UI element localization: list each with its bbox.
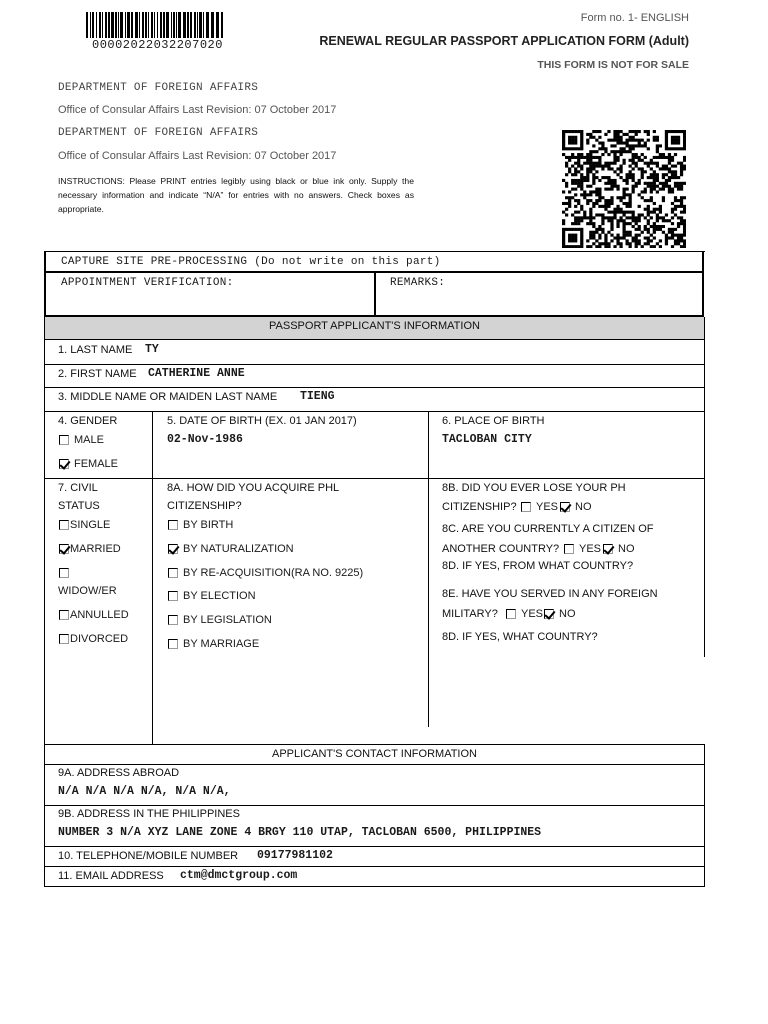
citizenship-acquire-label: 8A. HOW DID YOU ACQUIRE PHL <box>167 482 340 494</box>
instructions: INSTRUCTIONS: Please PRINT entries legibly using black or blue ink only. Supply the necessary information and indicate “N/A” for entries with no answers. Check boxes as appropriate. <box>58 176 414 214</box>
not-for-sale-notice: THIS FORM IS NOT FOR SALE <box>537 59 689 71</box>
citizenship-acquire-label-2: CITIZENSHIP? <box>167 500 242 512</box>
pob-value[interactable]: TACLOBAN CITY <box>442 433 532 446</box>
email-label: 11. EMAIL ADDRESS <box>58 870 164 882</box>
appointment-verification-label: APPOINTMENT VERIFICATION: <box>61 277 234 289</box>
last-name-value[interactable]: TY <box>145 343 159 356</box>
capture-site-title: CAPTURE SITE PRE-PROCESSING (Do not write on this part) <box>61 256 441 268</box>
first-name-value[interactable]: CATHERINE ANNE <box>148 367 245 380</box>
q8d2-label: 8D. IF YES, WHAT COUNTRY? <box>442 631 598 643</box>
acquire-by-birth-label: BY BIRTH <box>183 519 234 531</box>
qr-code <box>562 130 686 248</box>
middle-name-label: 3. MIDDLE NAME OR MAIDEN LAST NAME <box>58 391 278 403</box>
acquire-by-election-label: BY ELECTION <box>183 590 256 602</box>
acquire-by-reacquisition-label: BY RE-ACQUISITION(RA NO. 9225) <box>183 567 364 579</box>
q8c-yes-checkbox[interactable] <box>564 544 574 554</box>
q8e-no-checkbox[interactable] <box>544 609 554 619</box>
form-number: Form no. 1- ENGLISH <box>580 12 689 24</box>
acquire-by-marriage-label: BY MARRIAGE <box>183 638 260 650</box>
civil-status-label-2: STATUS <box>58 500 100 512</box>
q8d-label: 8D. IF YES, FROM WHAT COUNTRY? <box>442 560 634 572</box>
barcode <box>86 12 224 38</box>
department-name: DEPARTMENT OF FOREIGN AFFAIRS <box>58 82 259 94</box>
acquire-by-reacquisition-checkbox[interactable] <box>168 568 178 578</box>
last-name-label: 1. LAST NAME <box>58 344 133 356</box>
civil-widower-label: WIDOW/ER <box>58 585 117 597</box>
applicant-section-title: PASSPORT APPLICANT'S INFORMATION <box>269 320 480 332</box>
address-abroad-value[interactable]: N/A N/A N/A N/A, N/A N/A, <box>58 785 231 798</box>
phone-value[interactable]: 09177981102 <box>257 849 333 862</box>
remarks-label: REMARKS: <box>390 277 446 289</box>
q8c-label-2: ANOTHER COUNTRY? <box>442 543 560 555</box>
civil-married-checkbox[interactable] <box>59 544 69 554</box>
barcode-number: 00002022032207020 <box>92 38 223 52</box>
contact-section-title: APPLICANT'S CONTACT INFORMATION <box>271 748 477 760</box>
first-name-label: 2. FIRST NAME <box>58 368 137 380</box>
q8b-no-checkbox[interactable] <box>560 502 570 512</box>
email-value[interactable]: ctm@dmctgroup.com <box>180 869 298 882</box>
q8b-no-label: NO <box>575 501 592 513</box>
civil-divorced-checkbox[interactable] <box>59 634 69 644</box>
q8c-no-checkbox[interactable] <box>603 544 613 554</box>
q8e-label: 8E. HAVE YOU SERVED IN ANY FOREIGN <box>442 588 658 600</box>
dob-value[interactable]: 02-Nov-1986 <box>167 433 243 446</box>
civil-single-checkbox[interactable] <box>59 520 69 530</box>
acquire-by-legislation-checkbox[interactable] <box>168 615 178 625</box>
gender-male-label: MALE <box>74 434 104 446</box>
office-revision: Office of Consular Affairs Last Revision: 07 October 2017 <box>58 104 337 116</box>
acquire-by-naturalization-label: BY NATURALIZATION <box>183 543 294 555</box>
pob-label: 6. PLACE OF BIRTH <box>442 415 545 427</box>
department-name: DEPARTMENT OF FOREIGN AFFAIRS <box>58 127 259 139</box>
office-revision: Office of Consular Affairs Last Revision: 07 October 2017 <box>58 150 337 162</box>
acquire-by-election-checkbox[interactable] <box>168 591 178 601</box>
gender-male-checkbox[interactable] <box>59 435 69 445</box>
form-title: RENEWAL REGULAR PASSPORT APPLICATION FORM (Adult) <box>319 34 689 48</box>
address-abroad-label: 9A. ADDRESS ABROAD <box>58 767 180 779</box>
q8b-label: 8B. DID YOU EVER LOSE YOUR PH <box>442 482 626 494</box>
acquire-by-legislation-label: BY LEGISLATION <box>183 614 272 626</box>
address-ph-label: 9B. ADDRESS IN THE PHILIPPINES <box>58 808 240 820</box>
middle-name-value[interactable]: TIENG <box>300 390 335 403</box>
acquire-by-naturalization-checkbox[interactable] <box>168 544 178 554</box>
address-ph-value[interactable]: NUMBER 3 N/A XYZ LANE ZONE 4 BRGY 110 UTAP, TACLOBAN 6500, PHILIPPINES <box>58 826 542 839</box>
civil-annulled-checkbox[interactable] <box>59 610 69 620</box>
q8e-no-label: NO <box>559 608 576 620</box>
phone-label: 10. TELEPHONE/MOBILE NUMBER <box>58 850 239 862</box>
acquire-by-marriage-checkbox[interactable] <box>168 639 178 649</box>
q8c-yes-label: YES <box>579 543 602 555</box>
q8c-no-label: NO <box>618 543 635 555</box>
civil-widower-checkbox[interactable] <box>59 568 69 578</box>
civil-divorced-label: DIVORCED <box>70 633 129 645</box>
q8c-label: 8C. ARE YOU CURRENTLY A CITIZEN OF <box>442 523 654 535</box>
q8e-yes-label: YES <box>521 608 544 620</box>
gender-label: 4. GENDER <box>58 415 118 427</box>
dob-label: 5. DATE OF BIRTH (EX. 01 JAN 2017) <box>167 415 357 427</box>
q8b-yes-checkbox[interactable] <box>521 502 531 512</box>
q8b-label-2: CITIZENSHIP? <box>442 501 517 513</box>
civil-single-label: SINGLE <box>70 519 111 531</box>
civil-annulled-label: ANNULLED <box>70 609 129 621</box>
acquire-by-birth-checkbox[interactable] <box>168 520 178 530</box>
q8e-yes-checkbox[interactable] <box>506 609 516 619</box>
civil-married-label: MARRIED <box>70 543 121 555</box>
gender-female-checkbox[interactable] <box>59 459 69 469</box>
gender-female-label: FEMALE <box>74 458 119 470</box>
q8b-yes-label: YES <box>536 501 559 513</box>
q8e-label-2: MILITARY? <box>442 608 498 620</box>
civil-status-label: 7. CIVIL <box>58 482 98 494</box>
